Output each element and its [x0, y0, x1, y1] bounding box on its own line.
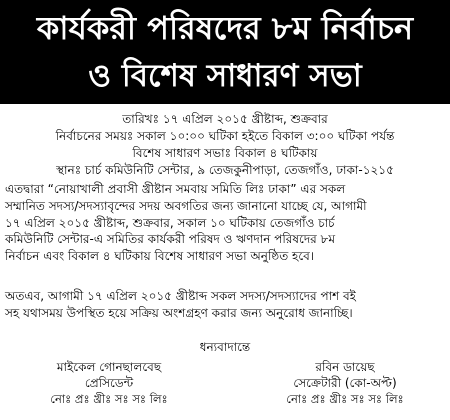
title-line-1: কার্যকরী পরিষদের ৮ম নির্বাচন — [36, 9, 414, 47]
left-signatory-title: প্রেসিডেন্ট — [84, 376, 134, 390]
request-line: অতএব, আগামী ১৭ এপ্রিল ২০১৫ খ্রীষ্টাব্দ সকল সদস্য/সদস্যাদের পাশ বই — [5, 289, 356, 303]
left-signatory-name: মাইকেল গোনছালবেছ — [56, 360, 162, 374]
left-signatory — [14, 359, 204, 407]
meeting-time-line: বিশেষ সাধারণ সভাঃ বিকাল ৪ ঘটিকায় — [132, 146, 318, 160]
announcement-line: সম্মানিত সদস্য/সদস্যাবৃন্দের সদয় অবগতির জন্য জানানো যাচ্ছে যে, আগামী — [5, 198, 367, 213]
announcement-line: এতদ্বারা “নোয়াখালী প্রবাসী খ্রীষ্টান সমবায় সমিতি লিঃ ঢাকা” এর সকল — [5, 182, 346, 196]
announcement-line: নির্বাচন এবং বিকাল ৪ ঘটিকায় বিশেষ সাধারণ সভা অনুষ্ঠিত হবে। — [5, 249, 315, 264]
right-signatory-org: নোঃ প্রঃ খ্রীঃ সঃ সঃ লিঃ — [286, 392, 404, 406]
request-paragraph — [5, 288, 445, 322]
request-line: সহ যথাসময় উপস্থিত হয়ে সক্রিয় অংশগ্রহণ করার জন্য অনুরোধ জানাচ্ছি। — [5, 305, 353, 320]
right-signatory — [250, 359, 440, 407]
election-time-line: নির্বাচনের সময়ঃ সকাল ১০:০০ ঘটিকা হইতে বিকাল ৩:০০ ঘটিকা পর্যন্ত — [55, 129, 395, 143]
title-banner — [0, 0, 450, 104]
venue-line: স্থানঃ চার্চ কমিউনিটি সেন্টার, ৯ তেজকুনীপাড়া, তেজগাঁও, ঢাকা-১২১৫ — [56, 163, 394, 177]
closing-text: ধন্যবাদান্তে — [199, 340, 251, 354]
announcement-line: ১৭ এপ্রিল ২০১৫ খ্রীষ্টাব্দ, শুক্রবার, সকাল ১০ ঘটিকায় তেজগাঁও চার্চ — [5, 215, 335, 230]
announcement-paragraph — [5, 181, 445, 265]
announcement-line: কমিউনিটি সেন্টার-এ সমিতির কার্যকরী পরিষদ ও ঋণদান পরিষদের ৮ম — [5, 232, 336, 247]
title-line-2: ও বিশেষ সাধারণ সভা — [88, 58, 362, 94]
right-signatory-name: রবিন ডায়েছ — [315, 360, 375, 374]
right-signatory-title: সেক্রেটারী (কো-অপ্ট) — [293, 376, 397, 390]
date-line: তারিখঃ ১৭ এপ্রিল ২০১৫ খ্রীষ্টাব্দ, শুক্রবার — [122, 112, 328, 126]
left-signatory-org: নোঃ প্রঃ খ্রীঃ সঃ সঃ লিঃ — [50, 392, 168, 406]
